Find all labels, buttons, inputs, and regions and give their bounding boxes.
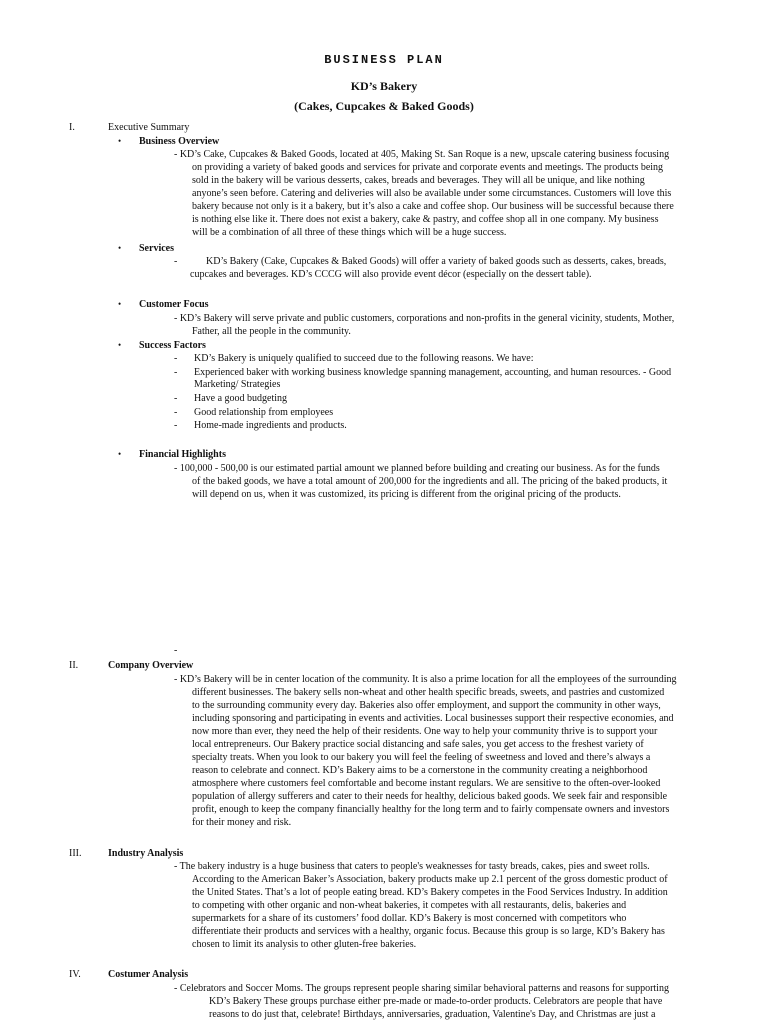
text-line: specialty treats. When you look to our bakery you will feel the feeling of sweetness and loved and there’s always a [192,752,651,763]
text-line: - 100,000 - 500,00 is our estimated partial amount we planned before building and creating our business. As for the funds [174,463,660,474]
text-line: the United States. That’s a lot of people eating bread. KD’s Bakery competes in the Food Services Industry. In addition [192,887,668,898]
section-numeral: II. [69,660,79,671]
text-line: - KD’s Bakery will be in center location of the community. It is also a prime location for all the employees of the surrounding [174,674,677,685]
text-line: sold in the bakery will be various desserts, cakes, breads and beverages. They will all be unique, and like nothing [192,175,645,186]
text-line: - Celebrators and Soccer Moms. The groups represent people sharing similar behavioral patterns and reasons for supporting [174,983,669,994]
bullet: • [118,243,122,253]
subsection-heading: Customer Focus [139,299,209,310]
list-item-continuation: Marketing/ Strategies [194,379,281,390]
business-overview-text [174,148,700,239]
subsection-financial-highlights [0,448,768,462]
subsection-success-factors [0,339,768,353]
bullet: • [118,299,122,309]
section-numeral: III. [69,848,82,859]
text-line: KD’s Bakery (Cake, Cupcakes & Baked Goods) will offer a variety of baked goods such as desserts, cakes, breads, [206,256,667,267]
list-item: Home-made ingredients and products. [194,420,347,431]
subsection-services [0,242,768,256]
text-line: to the surrounding community every day. Bakeries also offer employment, and support the community in other ways, [192,700,661,711]
text-line: supermarkets for a share of its customers’ food dollar. KD’s Bakery is most concerned with competitors who [192,913,627,924]
text-line: bakery because not only is it a bakery, but it’s also a cake and coffee shop. Our business will be successful because there [192,201,674,212]
company-tagline: (Cakes, Cupcakes & Baked Goods) [294,99,474,113]
company-name: KD’s Bakery [350,79,418,93]
text-line: is nothing else like it. There does not exist a bakery, cake & pastry, and coffee shop all in one company. My business [192,214,659,225]
dash: - [174,420,178,431]
dash: - [174,367,178,378]
dash: - [174,353,178,364]
text-line: to competing with other organic and non-wheat bakeries, it competes with all restaurants, delis, bakeries and [192,900,627,911]
text-line: - The bakery industry is a huge business that caters to people's weaknesses for tasty breads, cakes, pies and sweet rolls. [174,861,650,872]
customer-focus-text [174,312,700,338]
text-line: will be a combination of all three of these things which will be a huge success. [192,227,507,238]
text-line: reason to celebrate and connect. KD’s Bakery aims to be a cornerstone in the community creating a neighborhood [192,765,648,776]
document-title: BUSINESS PLAN [324,53,444,67]
section-numeral: I. [69,122,75,133]
text-line: population of allergy sufferers and cater to their needs for healthy, delicious baked goods. We seek fair and responsible [192,791,668,802]
section-title: Industry Analysis [108,848,184,859]
text-line: for their money and risk. [192,817,292,828]
text-line: on providing a variety of baked goods and services for private and corporate events and meetings. The products being [192,162,664,173]
dash: - [174,407,178,418]
subsection-heading: Services [139,243,174,254]
text-line: different businesses. The bakery sells non-wheat and other health specific breads, sweets, and pastries and customized [192,687,665,698]
subsection-business-overview [0,135,768,149]
section-title: Executive Summary [108,122,190,133]
dash: - [174,393,178,404]
text-line: Father, all the people in the community. [192,326,351,337]
section-company-overview-heading [0,659,768,673]
section-title: Costumer Analysis [108,969,189,980]
text-line: now more than ever, they need the help of their residents. One way to help your community thrive is to support your [192,726,658,737]
dash: - [174,256,178,267]
industry-analysis-text [174,860,700,951]
text-line: differentiate their products and services with a healthy, organic focus. Because this group is so large, KD’s Bakery has [192,926,665,937]
bullet: • [118,449,122,459]
success-factors-list [0,352,768,432]
costumer-analysis-text [174,982,700,1021]
section-executive-summary-heading [0,121,768,135]
text-line: atmosphere where customers feel comfortable and become instant regulars. We are sensitive to the often-over-looked [192,778,661,789]
text-line: anyone’s seen before. Catering and deliveries will also be available under some circumstances. Customers will love this [192,188,672,199]
text-line: local entrepreneurs. Our Bakery practice social distancing and safe sales, you get access to the freshest variety of [192,739,644,750]
text-line: chosen to limit its analysis to other gluten-free bakeries. [192,939,417,950]
text-line: profit, enough to keep the company financially healthy for the long term and to fairly compensate owners and investors [192,804,670,815]
text-line: - KD’s Cake, Cupcakes & Baked Goods, located at 405, Making St. San Roque is a new, upscale catering business focusing [174,149,670,160]
section-title: Company Overview [108,660,194,671]
list-item: KD’s Bakery is uniquely qualified to succeed due to the following reasons. We have: [194,353,534,364]
text-line: cupcakes and beverages. KD’s CCCG will also provide event décor (especially on the dessert table). [190,269,592,280]
section-industry-analysis-heading [0,847,768,861]
subsection-heading: Business Overview [139,136,220,147]
stray-dash: - [174,645,178,656]
section-numeral: IV. [69,969,81,980]
bullet: • [118,340,122,350]
subsection-customer-focus [0,298,768,312]
text-line: will depend on us, when it was customized, its pricing is different from the original pricing of the products. [192,489,621,500]
financial-highlights-text [174,462,700,501]
section-costumer-analysis-heading [0,968,768,982]
company-overview-text [174,673,700,829]
text-line: including sponsoring and participating in events and activities. Local businesses support their respective economies, and [192,713,674,724]
list-item: Have a good budgeting [194,393,288,404]
text-line: KD’s Bakery These groups purchase either pre-made or made-to-order products. Celebrators are people that have [209,996,663,1007]
text-line: - KD’s Bakery will serve private and public customers, corporations and non-profits in the general vicinity, students, Mother, [174,313,675,324]
text-line: According to the American Baker’s Association, bakery products make up 2.1 percent of the gross domestic product of [192,874,668,885]
subsection-heading: Success Factors [139,340,206,351]
list-item: Experienced baker with working business knowledge spanning management, accounting, and human resources. - Good [194,367,672,378]
subsection-heading: Financial Highlights [139,449,226,460]
text-line: of the baked goods, we have a total amount of 200,000 for the ingredients and all. The pricing of the baked products, it [192,476,668,487]
text-line: reasons to do just that, celebrate! Birthdays, anniversaries, graduation, Valentine's Day, and Christmas are just a [209,1009,656,1020]
bullet: • [118,136,122,146]
list-item: Good relationship from employees [194,407,334,418]
